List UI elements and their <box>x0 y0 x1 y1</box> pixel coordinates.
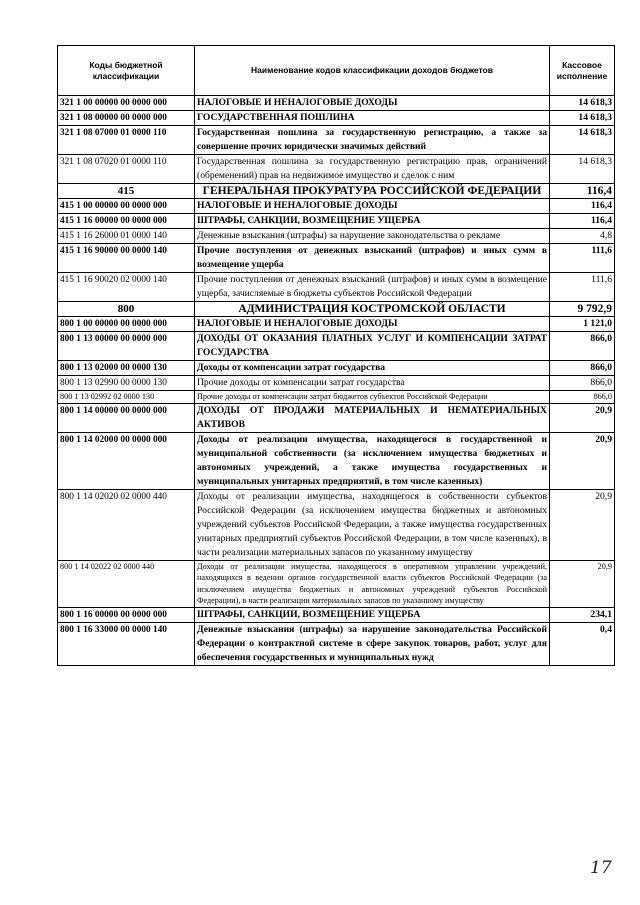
row-amount: 111,6 <box>550 273 615 302</box>
table-row <box>58 489 615 560</box>
table-row <box>58 432 615 489</box>
row-name: НАЛОГОВЫЕ И НЕНАЛОГОВЫЕ ДОХОДЫ <box>195 317 550 332</box>
table-row <box>58 199 615 214</box>
table-row <box>58 376 615 391</box>
table-row <box>58 361 615 376</box>
row-amount: 14 618,3 <box>550 111 615 126</box>
row-amount: 20,9 <box>550 489 615 560</box>
row-amount: 866,0 <box>550 361 615 376</box>
row-code: 415 1 16 00000 00 0000 000 <box>58 214 195 229</box>
table-row <box>58 607 615 622</box>
row-name: Доходы от компенсации затрат государства <box>195 361 550 376</box>
row-name: Государственная пошлина за государственную регистрацию прав, ограничений (обременений) прав на недвижимое имущество и сделок с ним <box>195 155 550 184</box>
row-code: 321 1 08 07020 01 0000 110 <box>58 155 195 184</box>
row-code: 800 1 14 02022 02 0000 440 <box>58 560 195 607</box>
row-amount: 866,0 <box>550 332 615 361</box>
row-code: 415 1 16 90020 02 0000 140 <box>58 273 195 302</box>
table-row <box>58 391 615 404</box>
table-row <box>58 622 615 665</box>
row-name: ШТРАФЫ, САНКЦИИ, ВОЗМЕЩЕНИЕ УЩЕРБА <box>195 214 550 229</box>
row-amount: 14 618,3 <box>550 96 615 111</box>
row-amount: 1 121,0 <box>550 317 615 332</box>
row-amount: 116,4 <box>550 184 615 199</box>
row-name: Прочие доходы от компенсации затрат государства <box>195 376 550 391</box>
table-row <box>58 403 615 432</box>
row-code: 800 1 13 02000 00 0000 130 <box>58 361 195 376</box>
row-amount: 234,1 <box>550 607 615 622</box>
table-row <box>58 184 615 199</box>
table-row <box>58 317 615 332</box>
row-name: Прочие поступления от денежных взысканий (штрафов) и иных сумм в возмещение ущерба <box>195 244 550 273</box>
header-name: Наименование кодов классификации доходов бюджетов <box>195 46 550 96</box>
row-code: 800 1 00 00000 00 0000 000 <box>58 317 195 332</box>
row-name: НАЛОГОВЫЕ И НЕНАЛОГОВЫЕ ДОХОДЫ <box>195 199 550 214</box>
row-name: НАЛОГОВЫЕ И НЕНАЛОГОВЫЕ ДОХОДЫ <box>195 96 550 111</box>
row-code: 800 1 14 02000 00 0000 000 <box>58 432 195 489</box>
row-code: 321 1 08 07000 01 0000 110 <box>58 126 195 155</box>
row-name: ГОСУДАРСТВЕННАЯ ПОШЛИНА <box>195 111 550 126</box>
row-amount: 20,9 <box>550 432 615 489</box>
agency-code: 415 <box>58 184 195 199</box>
table-row <box>58 302 615 317</box>
row-code: 415 1 16 26000 01 0000 140 <box>58 229 195 244</box>
row-code: 321 1 00 00000 00 0000 000 <box>58 96 195 111</box>
row-name: Денежные взыскания (штрафы) за нарушение законодательства о рекламе <box>195 229 550 244</box>
row-amount: 111,6 <box>550 244 615 273</box>
row-code: 800 1 14 00000 00 0000 000 <box>58 403 195 432</box>
row-amount: 20,9 <box>550 403 615 432</box>
table-row <box>58 244 615 273</box>
page-number: 17 <box>590 858 612 878</box>
row-amount: 116,4 <box>550 199 615 214</box>
row-amount: 14 618,3 <box>550 155 615 184</box>
header-amount: Кассовое исполнение <box>550 46 615 96</box>
table-row <box>58 214 615 229</box>
row-code: 321 1 08 00000 00 0000 000 <box>58 111 195 126</box>
agency-name: ГЕНЕРАЛЬНАЯ ПРОКУРАТУРА РОССИЙСКОЙ ФЕДЕРАЦИИ <box>195 184 550 199</box>
row-code: 800 1 13 02992 02 0000 130 <box>58 391 195 404</box>
row-name: Доходы от реализации имущества, находящегося в государственной и муниципальной собственности (за исключением имущества бюджетных и автономных учреждений, а также имущества государственных и муниципальных унитарных предприятий, в том числе казенных) <box>195 432 550 489</box>
row-amount: 116,4 <box>550 214 615 229</box>
header-code: Коды бюджетной классификации <box>58 46 195 96</box>
row-code: 800 1 14 02020 02 0000 440 <box>58 489 195 560</box>
row-name: Доходы от реализации имущества, находящегося в оперативном управлении учреждений, находящихся в ведении органов государственной власти субъектов Российской Федерации (за исключением имущества бюджетных и автономных учреждений субъектов Российской Федерации), в части реализации материальных запасов по указанному имуществу <box>195 560 550 607</box>
table-row <box>58 273 615 302</box>
row-name: Прочие поступления от денежных взысканий (штрафов) и иных сумм в возмещение ущерба, зачисляемые в бюджеты субъектов Российской Федерации <box>195 273 550 302</box>
row-name: ДОХОДЫ ОТ ОКАЗАНИЯ ПЛАТНЫХ УСЛУГ И КОМПЕНСАЦИИ ЗАТРАТ ГОСУДАРСТВА <box>195 332 550 361</box>
row-amount: 4,8 <box>550 229 615 244</box>
row-amount: 14 618,3 <box>550 126 615 155</box>
table-header-row <box>58 46 615 96</box>
row-name: Денежные взыскания (штрафы) за нарушение законодательства Российской Федерации о контрактной системе в сфере закупок товаров, работ, услуг для обеспечения государственных и муниципальных нужд <box>195 622 550 665</box>
table-row <box>58 332 615 361</box>
agency-code: 800 <box>58 302 195 317</box>
row-code: 800 1 16 33000 00 0000 140 <box>58 622 195 665</box>
agency-name: АДМИНИСТРАЦИЯ КОСТРОМСКОЙ ОБЛАСТИ <box>195 302 550 317</box>
row-amount: 9 792,9 <box>550 302 615 317</box>
row-code: 800 1 13 02990 00 0000 130 <box>58 376 195 391</box>
table-row <box>58 229 615 244</box>
row-name: ШТРАФЫ, САНКЦИИ, ВОЗМЕЩЕНИЕ УЩЕРБА <box>195 607 550 622</box>
row-code: 800 1 13 00000 00 0000 000 <box>58 332 195 361</box>
row-amount: 866,0 <box>550 391 615 404</box>
row-code: 800 1 16 00000 00 0000 000 <box>58 607 195 622</box>
table-row <box>58 126 615 155</box>
row-name: Государственная пошлина за государственную регистрацию, а также за совершение прочих юридически значимых действий <box>195 126 550 155</box>
row-amount: 20,9 <box>550 560 615 607</box>
row-amount: 0,4 <box>550 622 615 665</box>
row-code: 415 1 16 90000 00 0000 140 <box>58 244 195 273</box>
row-name: ДОХОДЫ ОТ ПРОДАЖИ МАТЕРИАЛЬНЫХ И НЕМАТЕРИАЛЬНЫХ АКТИВОВ <box>195 403 550 432</box>
row-amount: 866,0 <box>550 376 615 391</box>
table-row <box>58 155 615 184</box>
row-code: 415 1 00 00000 00 0000 000 <box>58 199 195 214</box>
table-row <box>58 111 615 126</box>
table-row <box>58 560 615 607</box>
table-row <box>58 96 615 111</box>
row-name: Доходы от реализации имущества, находящегося в собственности субъектов Российской Федерации (за исключением имущества бюджетных и автономных учреждений субъектов Российской Федерации, а также имущества государственных унитарных предприятий субъектов Российской Федерации, в том числе казенных), в части реализации материальных запасов по указанному имуществу <box>195 489 550 560</box>
revenue-table <box>57 45 615 666</box>
row-name: Прочие доходы от компенсации затрат бюджетов субъектов Российской Федерации <box>195 391 550 404</box>
